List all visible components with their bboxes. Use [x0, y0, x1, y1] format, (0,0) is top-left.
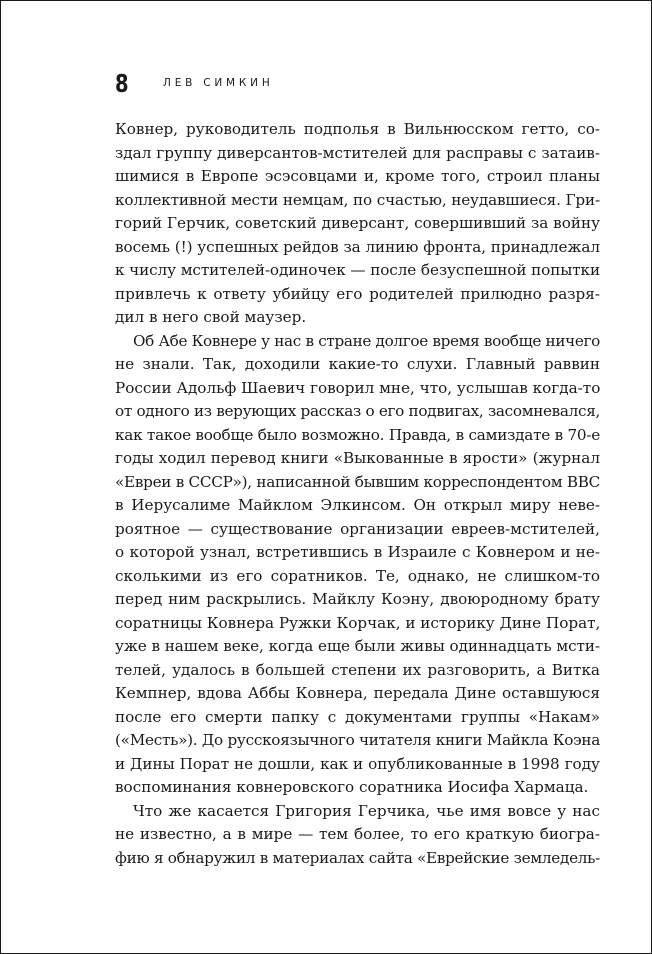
text-line: годы ходил перевод книги «Выкованные в ярости» (журнал: [115, 449, 600, 467]
page-header: [115, 71, 274, 96]
paragraph-first-line: Об Абе Ковнере у нас в стране долгое время вообще ничего: [133, 331, 600, 350]
text-line: от одного из верующих рассказ о его подвигах, засомневался,: [115, 402, 600, 420]
text-line: России Адольф Шаевич говорил мне, что, услышав когда-то: [115, 378, 601, 397]
paragraph-first-line: Что же касается Григория Герчика, чье имя вовсе у нас: [133, 801, 600, 820]
text-line: Кемпнер, вдова Аббы Ковнера, передала Дине оставшуюся: [115, 684, 600, 702]
text-line: («Месть»). До русскоязычного читателя книги Майкла Коэна: [115, 731, 600, 749]
text-line: восемь (!) успешных рейдов за линию фронта, принадлежал: [115, 237, 600, 256]
text-line: роятное — существование организации евреев-мстителей,: [115, 519, 600, 538]
text-line: перед ним раскрылись. Майклу Коэну, двоюродному брату: [115, 590, 600, 608]
paragraph-last-line: дил в него свой маузер.: [115, 308, 307, 326]
text-line: не знали. Так, доходили какие-то слухи. Главный раввин: [115, 355, 600, 373]
text-line: коллективной мести немцам, по счастью, неудавшиеся. Гри-: [115, 190, 600, 209]
text-line: привлечь к ответу убийцу его родителей прилюдно разря-: [115, 284, 600, 303]
running-head-author: ЛЕВ СИМКИН: [163, 77, 274, 89]
text-line: уже в нашем веке, когда еще были живы одиннадцать мсти-: [115, 637, 600, 655]
text-line: как такое вообще было возможно. Правда, в самиздате в 70-е: [115, 425, 600, 444]
text-line: не известно, а в мире — тем более, то его краткую биогра-: [115, 825, 600, 843]
text-line: о которой узнал, встретившись в Израиле с Ковнером и не-: [115, 543, 600, 561]
text-line: к числу мстителей-одиночек — после безуспешной попытки: [115, 261, 600, 279]
page-number: 8: [115, 69, 129, 98]
text-line: шимися в Европе эсэсовцами и, кроме того, строил планы: [115, 167, 600, 185]
text-line: горий Герчик, советский диверсант, совершивший за войну: [115, 214, 601, 232]
text-line: сколькими из его соратников. Те, однако, не слишком-то: [115, 566, 600, 585]
text-line: «Евреи в СССР»), написанной бывшим корреспондентом ВВС: [115, 472, 600, 491]
text-line: здал группу диверсантов-мстителей для расправы с затаив-: [115, 143, 600, 162]
body-text: [115, 118, 600, 870]
text-line: соратницы Ковнера Ружки Корчак, и историку Дине Порат,: [115, 613, 601, 632]
text-line: телей, удалось в большей степени их разговорить, а Витка: [115, 660, 600, 679]
text-line: в Иерусалиме Майклом Элкинсом. Он открыл миру неве-: [115, 496, 600, 514]
text-line: Ковнер, руководитель подполья в Вильнюсском гетто, со-: [115, 120, 600, 138]
text-line: фию я обнаружил в материалах сайта «Еврейские земледель-: [115, 848, 600, 867]
paragraph-last-line: воспоминания ковнеровского соратника Иосифа Хармаца.: [115, 778, 589, 796]
text-line: после его смерти папку с документами группы «Накам»: [115, 707, 600, 726]
text-line: и Дины Порат не дошли, как и опубликованные в 1998 году: [115, 754, 600, 773]
